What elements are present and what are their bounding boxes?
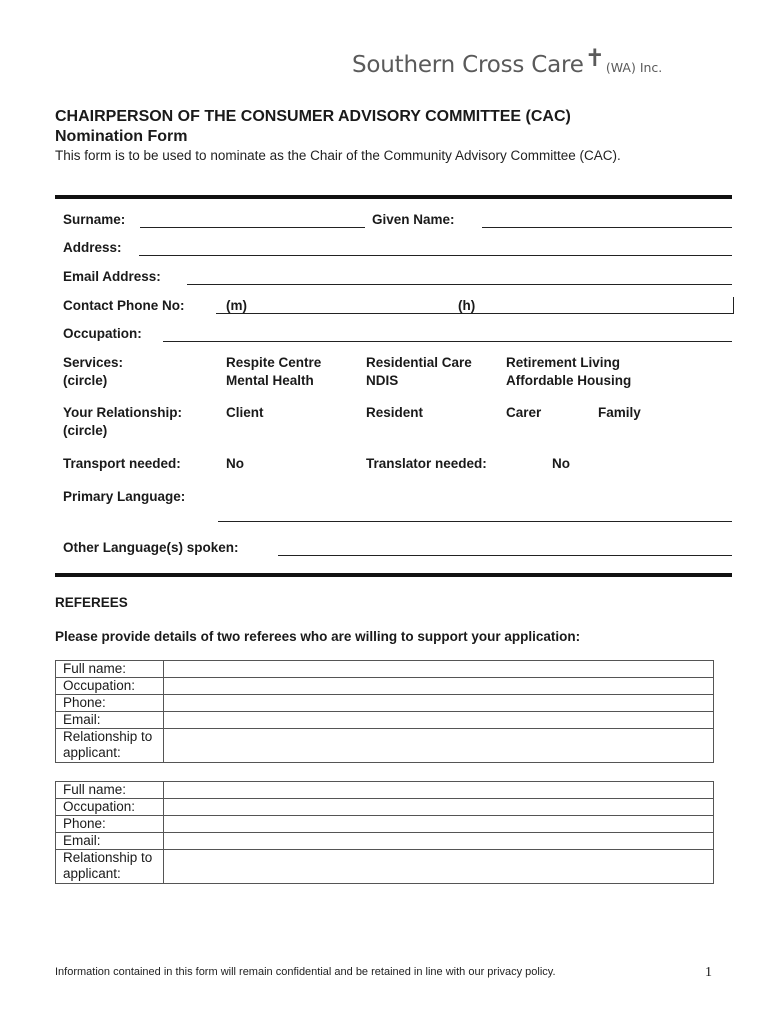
surname-field[interactable] (140, 227, 365, 228)
address-label: Address: (63, 240, 122, 255)
phone-label: Contact Phone No: (63, 298, 185, 313)
referee-1-occupation-label: Occupation: (56, 678, 164, 695)
services-hint: (circle) (63, 373, 108, 388)
referee-2-fullname-field[interactable] (164, 782, 714, 799)
primary-language-field[interactable] (218, 521, 732, 522)
given-name-label: Given Name: (372, 212, 455, 227)
occupation-field[interactable] (163, 341, 732, 342)
referee-1-phone-field[interactable] (164, 695, 714, 712)
referee-2-email-label: Email: (56, 833, 164, 850)
email-label: Email Address: (63, 269, 161, 284)
referee-2-occupation-label: Occupation: (56, 799, 164, 816)
form-description: This form is to be used to nominate as the Chair of the Community Advisory Committee (CAC). (55, 148, 621, 163)
middle-divider (55, 573, 732, 577)
top-divider (55, 195, 732, 199)
referee-2-relationship-field[interactable] (164, 850, 714, 884)
referee-1-relationship-label: Relationship to applicant: (56, 729, 164, 763)
other-languages-field[interactable] (278, 555, 732, 556)
service-option-affordable-housing[interactable]: Affordable Housing (506, 373, 632, 388)
relationship-option-resident[interactable]: Resident (366, 405, 424, 420)
given-name-field[interactable] (482, 227, 732, 228)
referees-instruction: Please provide details of two referees who are willing to support your application: (55, 629, 581, 644)
referee-2-fullname-label: Full name: (56, 782, 164, 799)
logo-suffix: (WA) Inc. (605, 60, 663, 75)
phone-mobile-label: (m) (226, 298, 247, 313)
transport-label: Transport needed: (63, 456, 181, 471)
relationship-option-family[interactable]: Family (598, 405, 641, 420)
referee-1-email-label: Email: (56, 712, 164, 729)
referees-heading: REFEREES (55, 595, 128, 610)
email-field[interactable] (187, 284, 732, 285)
service-option-residential[interactable]: Residential Care (366, 355, 472, 370)
relationship-label: Your Relationship: (63, 405, 183, 420)
phone-field[interactable] (216, 313, 734, 314)
referee-1-relationship-field[interactable] (164, 729, 714, 763)
phone-field-end (733, 297, 734, 314)
translator-value[interactable]: No (552, 456, 570, 471)
referee-2-phone-label: Phone: (56, 816, 164, 833)
referee-2-phone-field[interactable] (164, 816, 714, 833)
referee-1-table (55, 660, 714, 763)
service-option-ndis[interactable]: NDIS (366, 373, 399, 388)
privacy-notice: Information contained in this form will remain confidential and be retained in line with our privacy policy. (55, 966, 556, 978)
other-languages-label: Other Language(s) spoken: (63, 540, 239, 555)
referee-2-occupation-field[interactable] (164, 799, 714, 816)
referee-1-email-field[interactable] (164, 712, 714, 729)
transport-value[interactable]: No (226, 456, 244, 471)
organization-logo (352, 44, 662, 78)
relationship-option-client[interactable]: Client (226, 405, 264, 420)
relationship-hint: (circle) (63, 423, 108, 438)
service-option-retirement[interactable]: Retirement Living (506, 355, 621, 370)
referee-1-fullname-field[interactable] (164, 661, 714, 678)
page-number: 1 (705, 965, 712, 980)
logo-text: Southern Cross Care (352, 52, 584, 78)
phone-home-label: (h) (458, 298, 476, 313)
referee-2-relationship-label: Relationship to applicant: (56, 850, 164, 884)
relationship-option-carer[interactable]: Carer (506, 405, 542, 420)
referee-2-email-field[interactable] (164, 833, 714, 850)
services-label: Services: (63, 355, 124, 370)
form-title: CHAIRPERSON OF THE CONSUMER ADVISORY COMMITTEE (CAC) (55, 108, 571, 125)
cross-icon: ✝ (584, 45, 605, 72)
referee-1-fullname-label: Full name: (56, 661, 164, 678)
referee-1-occupation-field[interactable] (164, 678, 714, 695)
primary-language-label: Primary Language: (63, 489, 186, 504)
translator-label: Translator needed: (366, 456, 487, 471)
service-option-respite[interactable]: Respite Centre (226, 355, 322, 370)
surname-label: Surname: (63, 212, 126, 227)
address-field[interactable] (139, 255, 732, 256)
referee-1-phone-label: Phone: (56, 695, 164, 712)
occupation-label: Occupation: (63, 326, 142, 341)
service-option-mental-health[interactable]: Mental Health (226, 373, 314, 388)
form-subtitle: Nomination Form (55, 128, 188, 145)
referee-2-table (55, 781, 714, 884)
